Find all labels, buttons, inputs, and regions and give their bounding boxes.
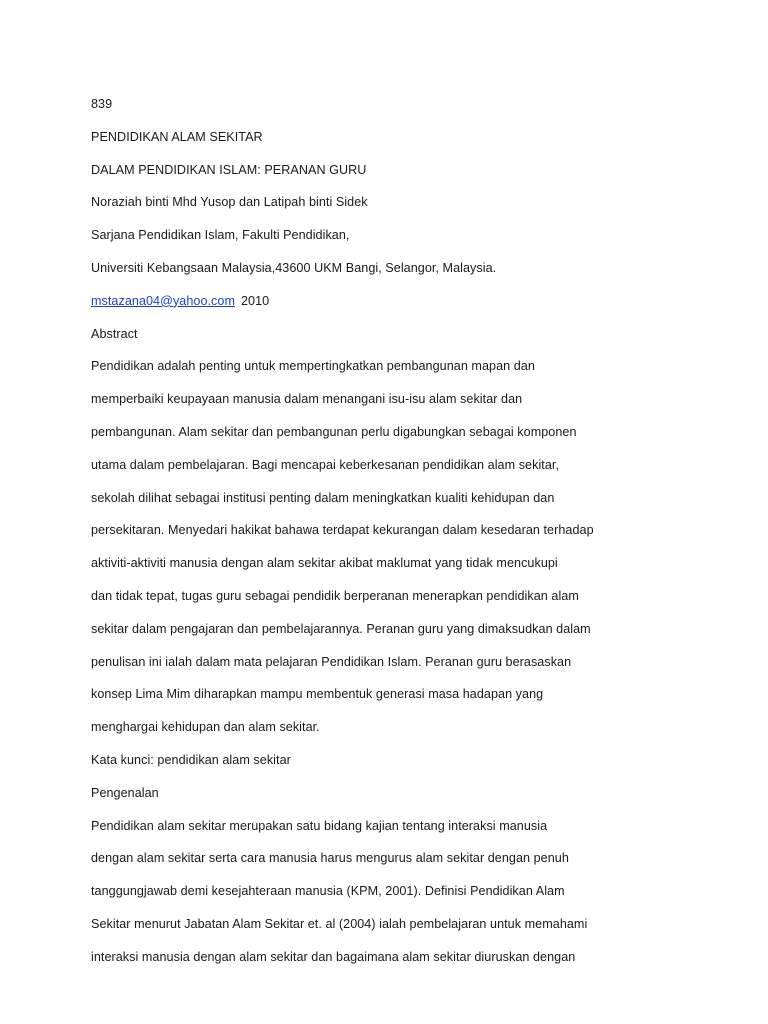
intro-line: Sekitar menurut Jabatan Alam Sekitar et. al (2004) ialah pembelajaran untuk memahami — [91, 916, 588, 931]
affiliation-line-2: Universiti Kebangsaan Malaysia,43600 UKM Bangi, Selangor, Malaysia. — [91, 260, 497, 275]
year: 2010 — [241, 293, 270, 308]
abstract-line: pembangunan. Alam sekitar dan pembangunan perlu digabungkan sebagai komponen — [91, 424, 577, 439]
abstract-line: persekitaran. Menyedari hakikat bahawa terdapat kekurangan dalam kesedaran terhadap — [91, 523, 594, 538]
abstract-line: menghargai kehidupan dan alam sekitar. — [91, 720, 320, 735]
abstract-line: dan tidak tepat, tugas guru sebagai pendidik berperanan menerapkan pendidikan alam — [91, 588, 579, 603]
abstract-line: konsep Lima Mim diharapkan mampu membentuk generasi masa hadapan yang — [91, 687, 544, 702]
authors: Noraziah binti Mhd Yusop dan Latipah binti Sidek — [91, 195, 368, 210]
intro-line: Pendidikan alam sekitar merupakan satu bidang kajian tentang interaksi manusia — [91, 818, 548, 833]
affiliation-line-1: Sarjana Pendidikan Islam, Fakulti Pendidikan, — [91, 228, 350, 243]
contact-line — [91, 285, 731, 318]
abstract-line: utama dalam pembelajaran. Bagi mencapai keberkesanan pendidikan alam sekitar, — [91, 457, 559, 472]
email-link[interactable]: mstazana04@yahoo.com — [91, 293, 235, 308]
title-line-2: DALAM PENDIDIKAN ISLAM: PERANAN GURU — [91, 162, 367, 177]
intro-line: interaksi manusia dengan alam sekitar dan bagaimana alam sekitar diuruskan dengan — [91, 949, 576, 964]
abstract-line: sekitar dalam pengajaran dan pembelajarannya. Peranan guru yang dimaksudkan dalam — [91, 621, 591, 636]
intro-line: dengan alam sekitar serta cara manusia harus mengurus alam sekitar dengan penuh — [91, 851, 569, 866]
page-number: 839 — [91, 97, 113, 111]
abstract-line: Pendidikan adalah penting untuk mempertingkatkan pembangunan mapan dan — [91, 359, 535, 374]
title-line-1: PENDIDIKAN ALAM SEKITAR — [91, 129, 263, 144]
keywords: Kata kunci: pendidikan alam sekitar — [91, 752, 291, 767]
abstract-line: penulisan ini ialah dalam mata pelajaran Pendidikan Islam. Peranan guru berasaskan — [91, 654, 572, 669]
abstract-line: sekolah dilihat sebagai institusi penting dalam meningkatkan kualiti kehidupan dan — [91, 490, 555, 505]
abstract-heading: Abstract — [91, 326, 138, 341]
document-page — [91, 88, 731, 974]
intro-line: tanggungjawab demi kesejahteraan manusia (KPM, 2001). Definisi Pendidikan Alam — [91, 884, 565, 899]
abstract-line: memperbaiki keupayaan manusia dalam menangani isu-isu alam sekitar dan — [91, 392, 523, 407]
intro-heading: Pengenalan — [91, 785, 159, 800]
abstract-line: aktiviti-aktiviti manusia dengan alam sekitar akibat maklumat yang tidak mencukupi — [91, 556, 558, 571]
